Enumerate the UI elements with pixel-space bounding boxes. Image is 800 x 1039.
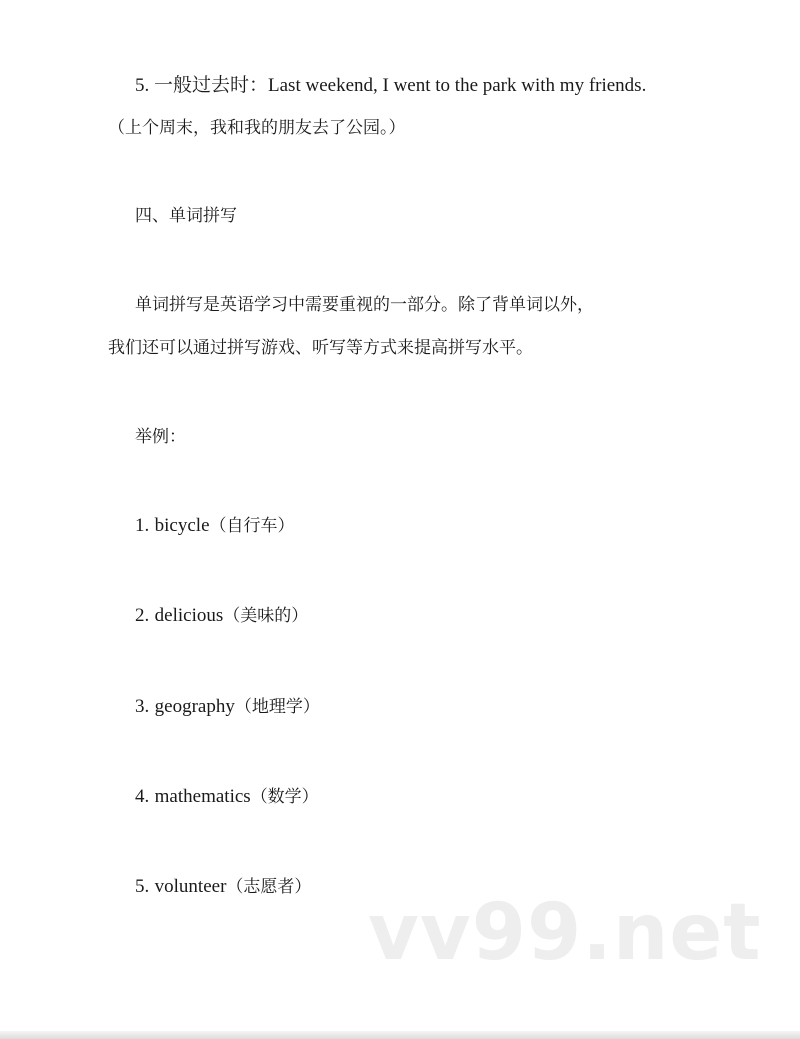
word-number: 3. (135, 696, 150, 717)
word-text: geography (154, 696, 235, 717)
word-meaning: （数学） (250, 787, 319, 807)
intro-paragraph-line-1: 单词拼写是英语学习中需要重视的一部分。除了背单词以外， (135, 295, 594, 315)
tense-example-prefix: 5. 一般过去时： (135, 75, 269, 96)
word-list-item (135, 875, 311, 899)
word-text: mathematics (154, 786, 251, 807)
page-bottom-edge (0, 1031, 800, 1039)
examples-label: 举例： (135, 427, 186, 447)
section-heading: 四、单词拼写 (135, 206, 237, 226)
word-list-item (135, 785, 319, 809)
tense-example-sentence: Last weekend, I went to the park with my friends. (268, 75, 647, 96)
word-list-item (135, 695, 320, 719)
word-number: 5. (135, 876, 150, 897)
word-meaning: （地理学） (234, 697, 320, 717)
word-list-item (135, 604, 308, 628)
word-meaning: （志愿者） (226, 877, 312, 897)
word-number: 4. (135, 786, 150, 807)
word-text: volunteer (154, 876, 227, 897)
word-list-item (135, 514, 295, 538)
word-meaning: （美味的） (223, 606, 309, 626)
word-number: 2. (135, 605, 150, 626)
word-text: bicycle (154, 515, 210, 536)
tense-example-translation: （上个周末，我和我的朋友去了公园。） (108, 118, 406, 138)
intro-paragraph-line-2: 我们还可以通过拼写游戏、听写等方式来提高拼写水平。 (108, 338, 533, 358)
word-text: delicious (154, 605, 224, 626)
tense-example-line (135, 74, 646, 98)
word-meaning: （自行车） (209, 516, 295, 536)
word-number: 1. (135, 515, 150, 536)
watermark: vv99.net (368, 888, 762, 978)
